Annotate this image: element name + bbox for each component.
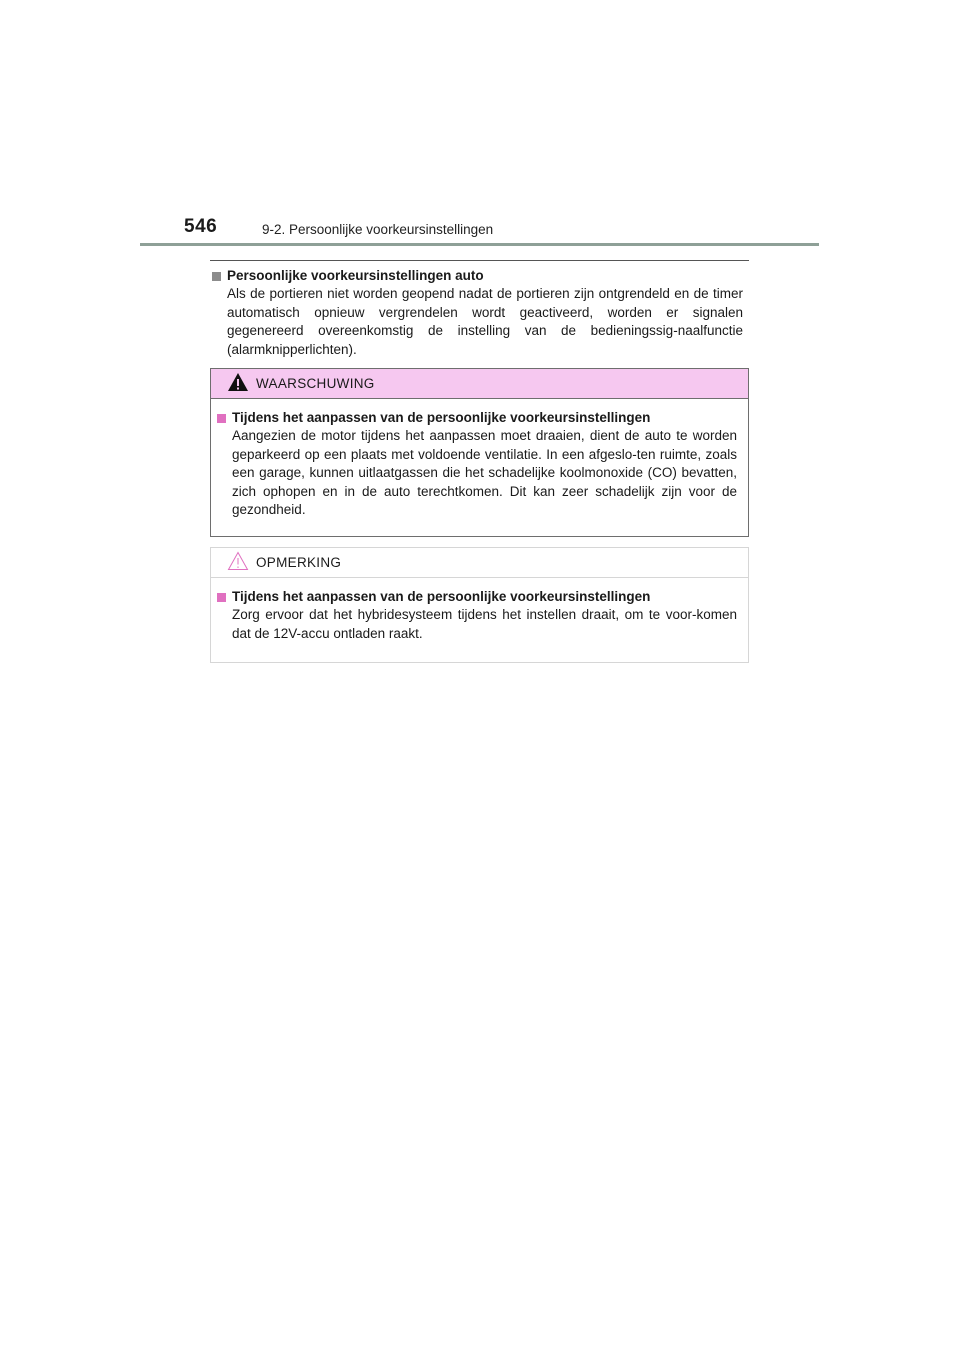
header-rule <box>140 243 819 246</box>
section-heading-text: Persoonlijke voorkeursinstellingen auto <box>227 268 484 283</box>
square-bullet-icon <box>212 272 221 281</box>
page-number: 546 <box>184 216 218 237</box>
note-label: OPMERKING <box>256 555 342 570</box>
warning-triangle-filled-icon <box>227 372 249 392</box>
section-title: 9-2. Persoonlijke voorkeursinstellingen <box>262 222 494 237</box>
note-body: Zorg ervoor dat het hybridesysteem tijdens het instellen draait, om te voor-komen dat de 12V-accu ontladen raakt. <box>232 607 737 641</box>
caution-triangle-outline-icon <box>227 551 249 571</box>
square-bullet-icon <box>217 593 226 602</box>
warning-body: Aangezien de motor tijdens het aanpassen moet draaien, dient de auto te worden geparkeerd op een plaats met voldoende ventilatie. In een afgeslo-ten ruimte, zoals een garage, kunnen uitlaatgassen die het schadelijke koolmonoxide (CO) bevatten, zich ophopen en in de auto terechtkomen. Dit kan zeer schadelijk zijn voor de gezondheid. <box>232 428 737 518</box>
section-body: Als de portieren niet worden geopend nadat de portieren zijn ontgrendeld en de timer automatisch opnieuw vergrendelen wordt geactiveerd, worden er signalen gegenereerd overeenkomstig de instelling van de bedieningssig-naalfunctie (alarmknipperlichten). <box>227 286 743 357</box>
note-header <box>211 548 748 578</box>
note-heading <box>215 588 743 606</box>
square-bullet-icon <box>217 414 226 423</box>
note-heading-text: Tijdens het aanpassen van de persoonlijke voorkeursinstellingen <box>232 589 651 604</box>
warning-label: WAARSCHUWING <box>256 376 375 391</box>
warning-heading-text: Tijdens het aanpassen van de persoonlijke voorkeursinstellingen <box>232 410 651 425</box>
content-divider <box>210 260 749 261</box>
warning-heading <box>215 409 743 427</box>
section-heading <box>210 267 749 285</box>
note-box <box>210 547 749 663</box>
warning-content <box>211 399 748 520</box>
note-content <box>211 578 748 643</box>
section-personal-settings <box>210 267 749 359</box>
warning-box <box>210 368 749 537</box>
warning-header <box>211 369 748 399</box>
